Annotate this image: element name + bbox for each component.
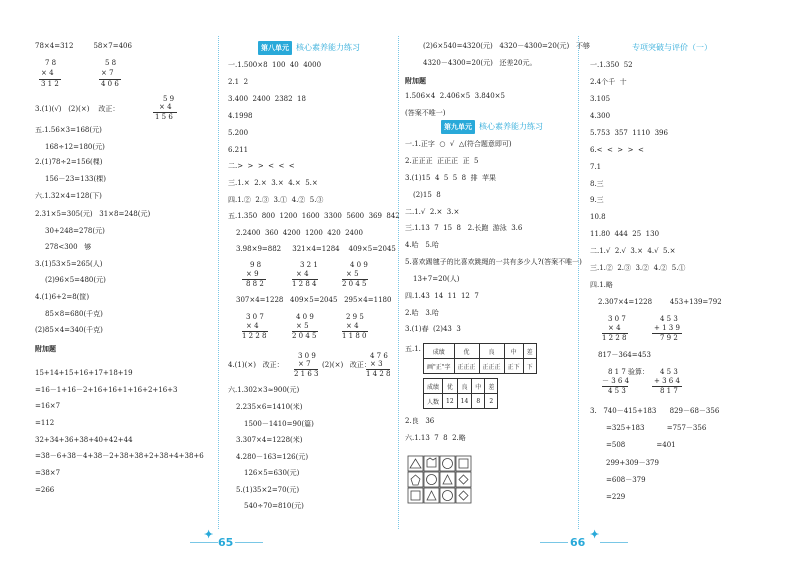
c2-line: 4.280－163=126(元) <box>236 453 309 461</box>
c3-line: 4320－4300=20(元) 还差20元。 <box>423 59 537 67</box>
vertical-calc: × 9 <box>246 270 259 278</box>
c2-line: 4.(1)(×) 改正： <box>228 361 284 369</box>
table-header: 成绩 <box>424 344 455 359</box>
table-header: 成绩 <box>424 379 443 394</box>
vertical-calc: 4 5 3 <box>660 315 678 323</box>
vertical-calc: × 4 <box>41 69 54 77</box>
c4-line: =229 <box>606 493 626 501</box>
footer-rule <box>540 542 568 543</box>
vertical-calc: 4 0 9 <box>350 261 368 269</box>
c3-line: (2)6×540=4320(元) 4320－4300=20(元) 不够 <box>423 42 590 50</box>
c2-line: 3.307×4=1228(米) <box>236 436 303 444</box>
c1-line: 六.1.32×4=128(下) <box>35 192 102 200</box>
c1-line: 278<300 够 <box>45 243 92 251</box>
section-heading: 附加题 <box>405 76 426 85</box>
table-header: 优 <box>443 379 458 394</box>
c2-line: 三.1.× 2.× 3.× 4.× 5.× <box>228 179 318 187</box>
c1-line: 30+248=278(元) <box>45 227 105 235</box>
c4-line: 2.4个千 十 <box>590 78 627 86</box>
table-header: 良 <box>479 344 504 359</box>
section-title: 专项突破与评价（一） <box>632 43 712 52</box>
table-header: 中 <box>504 344 523 359</box>
c1-line: =38－6+38－4+38－2+38+38+2+38+4+38+6 <box>35 452 204 460</box>
c4-line: =325+183 =757－356 <box>606 424 707 432</box>
vertical-calc: × 5 <box>296 322 309 330</box>
vertical-calc: × 4 <box>246 322 259 330</box>
c3-line: 四.1.43 14 11 12 7 <box>405 292 479 300</box>
vertical-calc: 7 8 <box>45 59 57 67</box>
c1-line: (2)85×4=340(千克) <box>35 326 103 334</box>
footer-rule <box>190 542 218 543</box>
c4-line: 9.三 <box>590 196 604 204</box>
vertical-calc: 8 1 7 验算： <box>608 368 650 376</box>
vertical-calc: 3 0 7 <box>246 313 264 321</box>
vertical-calc: × 4 <box>608 324 621 332</box>
c4-line: 二.1.√ 2.√ 3.× 4.√ 5.× <box>590 247 676 255</box>
vertical-calc: 9 8 <box>250 261 262 269</box>
vertical-calc: － 3 6 4 <box>602 377 630 385</box>
vertical-calc: 8 8 2 <box>246 280 264 288</box>
table-cell: 人数 <box>424 394 443 409</box>
c4-line: 817－364=453 <box>598 351 651 359</box>
c3-line: 三.1.13 7 15 8 2.长跑 游泳 3.6 <box>405 224 523 232</box>
vertical-calc: × 7 <box>298 360 311 368</box>
page-gutter <box>398 36 399 529</box>
vertical-calc: 5 9 <box>163 95 175 103</box>
c2-line: 一.1.500×8 100 40 4000 <box>228 61 322 69</box>
vertical-calc: 1 2 2 8 <box>602 334 627 342</box>
c1-line: =112 <box>35 419 55 427</box>
unit-header <box>441 120 543 133</box>
unit-badge: 第九单元 <box>441 120 475 134</box>
c1-line: 3.(1)(√) (2)(×) 改正： <box>35 105 120 113</box>
vertical-calc: 4 5 3 <box>660 368 678 376</box>
vertical-calc: 1 4 2 8 <box>366 370 391 378</box>
table-cell: 2 <box>485 394 498 409</box>
c2-line: 540÷70=810(元) <box>244 502 304 510</box>
c3-line: 2.哈 3.哈 <box>405 309 440 317</box>
c2-line: 5.(1)35×2=70(元) <box>236 486 300 494</box>
vertical-calc: 3 0 9 <box>298 352 316 360</box>
c4-line: =508 =401 <box>606 441 676 449</box>
vertical-calc: 4 7 6 <box>370 352 388 360</box>
vertical-calc: 4 5 3 <box>608 387 626 395</box>
c4-line: 四.1.略 <box>590 281 613 289</box>
c4-line: 3. 740－415+183 829－68－356 <box>590 407 720 415</box>
page-number: 66 <box>570 536 586 549</box>
c4-line: 三.1.② 2.③ 3.② 4.② 5.① <box>590 264 686 272</box>
c1-line: (2)96×5=480(元) <box>45 276 106 284</box>
c4-line: 5.753 357 1110 396 <box>590 129 668 137</box>
c2-line: 2.2400 360 4200 1200 420 2400 <box>236 229 363 237</box>
table-header: 差 <box>523 344 536 359</box>
c4-line: 11.80 444 25 130 <box>590 230 660 238</box>
c2-line: 四.1.② 2.③ 3.① 4.② 5.③ <box>228 196 324 204</box>
c3-line: (答案不唯一) <box>405 109 446 117</box>
c3-line: 六.1.13 7 8 2.略 <box>405 434 466 442</box>
c2-line: 2.235×6=1410(米) <box>236 403 303 411</box>
right-page-column-4 <box>590 0 770 565</box>
c1-line: 168÷12=180(元) <box>45 143 105 151</box>
unit-badge: 第八单元 <box>258 41 292 55</box>
c1-line: 3.(1)53×5=265(人) <box>35 260 103 268</box>
c1-line: 2.31×5=305(元) 31×8=248(元) <box>35 210 151 218</box>
c4-line: 6.< < > > < <box>590 146 644 154</box>
table-cell: 正下 <box>504 359 523 374</box>
c1-line: =38×7 <box>35 469 61 477</box>
c2-line: 4.1998 <box>228 112 253 120</box>
c3-line: 4.哈 5.哈 <box>405 241 440 249</box>
vertical-calc: 1 2 8 4 <box>292 280 317 288</box>
c4-line: 299+309－379 <box>606 459 659 467</box>
c3-line: 五.1. <box>405 345 421 353</box>
table-cell: 画"正"字 <box>424 359 455 374</box>
c3-line: 一.1.正字 ○ √ △(符合题意即可) <box>405 140 512 148</box>
vertical-calc: 2 1 6 3 <box>294 370 319 378</box>
vertical-calc: 2 9 5 <box>346 313 364 321</box>
star-icon: ✦ <box>204 528 214 541</box>
table-header: 差 <box>485 379 498 394</box>
vertical-calc: + 3 6 4 <box>654 377 680 385</box>
vertical-calc: 5 8 <box>105 59 117 67</box>
vertical-calc: 1 1 8 0 <box>342 332 367 340</box>
c1-line: 85×8=680(千克) <box>45 310 103 318</box>
table-header: 中 <box>472 379 485 394</box>
c2-line: 1500－1410=90(篇) <box>244 420 314 428</box>
vertical-calc: 8 1 7 <box>660 387 678 395</box>
table-cell: 正正正 <box>454 359 479 374</box>
c2-line: 6.211 <box>228 146 249 154</box>
vertical-calc: 3 1 2 <box>41 80 59 88</box>
c3-line: 1.506×4 2.406×5 3.840×5 <box>405 92 505 100</box>
vertical-calc: 7 9 2 <box>660 334 678 342</box>
c2-line: 二.> > > < < < <box>228 162 295 170</box>
vertical-calc: + 1 3 9 <box>654 324 680 332</box>
table-cell: 下 <box>523 359 536 374</box>
tally-table <box>423 343 537 374</box>
c4-line: 3.105 <box>590 95 611 103</box>
c2-line: 六.1.302×3≈900(元) <box>228 386 300 394</box>
c1-line: 32+34+36+38+40+42+44 <box>35 436 133 444</box>
shapes-grid-figure <box>407 455 473 505</box>
c2-line: 2.1 2 <box>228 78 249 86</box>
c4-line: =608－379 <box>606 476 646 484</box>
table-cell: 8 <box>472 394 485 409</box>
vertical-calc: 4 0 6 <box>101 80 119 88</box>
c1-line: 五.1.56×3=168(元) <box>35 126 102 134</box>
c1-line: 156－23=133(棵) <box>45 175 106 183</box>
vertical-calc: 3 0 7 <box>608 315 626 323</box>
table-cell: 12 <box>443 394 458 409</box>
c4-line: 4.300 <box>590 112 611 120</box>
c3-line: 2.良 36 <box>405 417 435 425</box>
column-divider <box>578 36 579 529</box>
vertical-calc: 1 2 2 8 <box>242 332 267 340</box>
section-heading: 附加题 <box>35 344 56 353</box>
vertical-calc: 1 5 6 <box>155 113 173 121</box>
vertical-calc: × 5 <box>346 270 359 278</box>
c2-line: 3.98×9=882 321×4=1284 409×5=2045 <box>236 245 396 253</box>
c1-line: =266 <box>35 486 55 494</box>
vertical-calc: × 4 <box>296 270 309 278</box>
c4-line: 8.三 <box>590 180 604 188</box>
left-page-column-1 <box>35 0 205 565</box>
vertical-calc: × 4 <box>346 322 359 330</box>
c3-line: 二.1.√ 2.× 3.× <box>405 208 460 216</box>
c1-line: 78×4=312 58×7=406 <box>35 42 132 50</box>
c1-line: =16－1+16－2+16+16+1+16+2+16+3 <box>35 386 178 394</box>
c3-line: 13+7=20(人) <box>413 275 460 283</box>
page-number: 65 <box>218 536 234 549</box>
unit-title: 核心素养能力练习 <box>479 122 543 131</box>
c4-line: 2.307×4=1228 453+139=792 <box>598 298 722 306</box>
unit-title: 核心素养能力练习 <box>296 43 360 52</box>
c3-line: 2.正正正 正正正 正 5 <box>405 157 479 165</box>
vertical-calc: 4 0 9 <box>296 313 314 321</box>
vertical-calc: × 7 <box>101 69 114 77</box>
unit-header <box>258 41 360 54</box>
vertical-calc: 3 2 1 <box>300 261 318 269</box>
c2-line: 3.400 2400 2382 18 <box>228 95 306 103</box>
table-header: 优 <box>454 344 479 359</box>
section-header <box>632 41 712 54</box>
c1-line: 4.(1)6+2=8(筐) <box>35 293 90 301</box>
table-header: 良 <box>457 379 472 394</box>
footer-rule <box>235 542 263 543</box>
vertical-calc: × 3 <box>370 360 383 368</box>
c2-line: (2)(×) 改正： <box>322 361 371 369</box>
vertical-calc: 2 0 4 5 <box>292 332 317 340</box>
c3-line: 5.喜欢踢毽子的比喜欢跳绳的一共有多少人?(答案不唯一) <box>405 258 582 266</box>
c4-line: 7.1 <box>590 163 602 171</box>
c4-line: 10.8 <box>590 213 606 221</box>
vertical-calc: 2 0 4 5 <box>342 280 367 288</box>
vertical-calc: × 4 <box>159 103 172 111</box>
star-icon: ✦ <box>590 528 600 541</box>
left-page-column-2 <box>228 0 400 565</box>
c3-line: (2)15 8 <box>413 191 441 199</box>
c2-line: 五.1.350 800 1200 1600 3300 5600 369 842 <box>228 212 400 220</box>
table-cell: 14 <box>457 394 472 409</box>
c4-line: 一.1.350 52 <box>590 61 633 69</box>
c1-line: 2.(1)78÷2=156(棵) <box>35 158 103 166</box>
c2-line: 126×5=630(元) <box>244 469 300 477</box>
c1-line: 15+14+15+16+17+18+19 <box>35 369 133 377</box>
column-divider <box>218 36 219 529</box>
c3-line: 3.(1)春 (2)43 3 <box>405 325 461 333</box>
c1-line: =16×7 <box>35 402 61 410</box>
c3-line: 3.(1)15 4 5 5 8 排 苹果 <box>405 174 497 182</box>
c2-line: 5.200 <box>228 129 249 137</box>
table-cell: 正正正 <box>479 359 504 374</box>
c2-line: 307×4=1228 409×5=2045 295×4=1180 <box>236 296 392 304</box>
count-table <box>423 378 498 409</box>
